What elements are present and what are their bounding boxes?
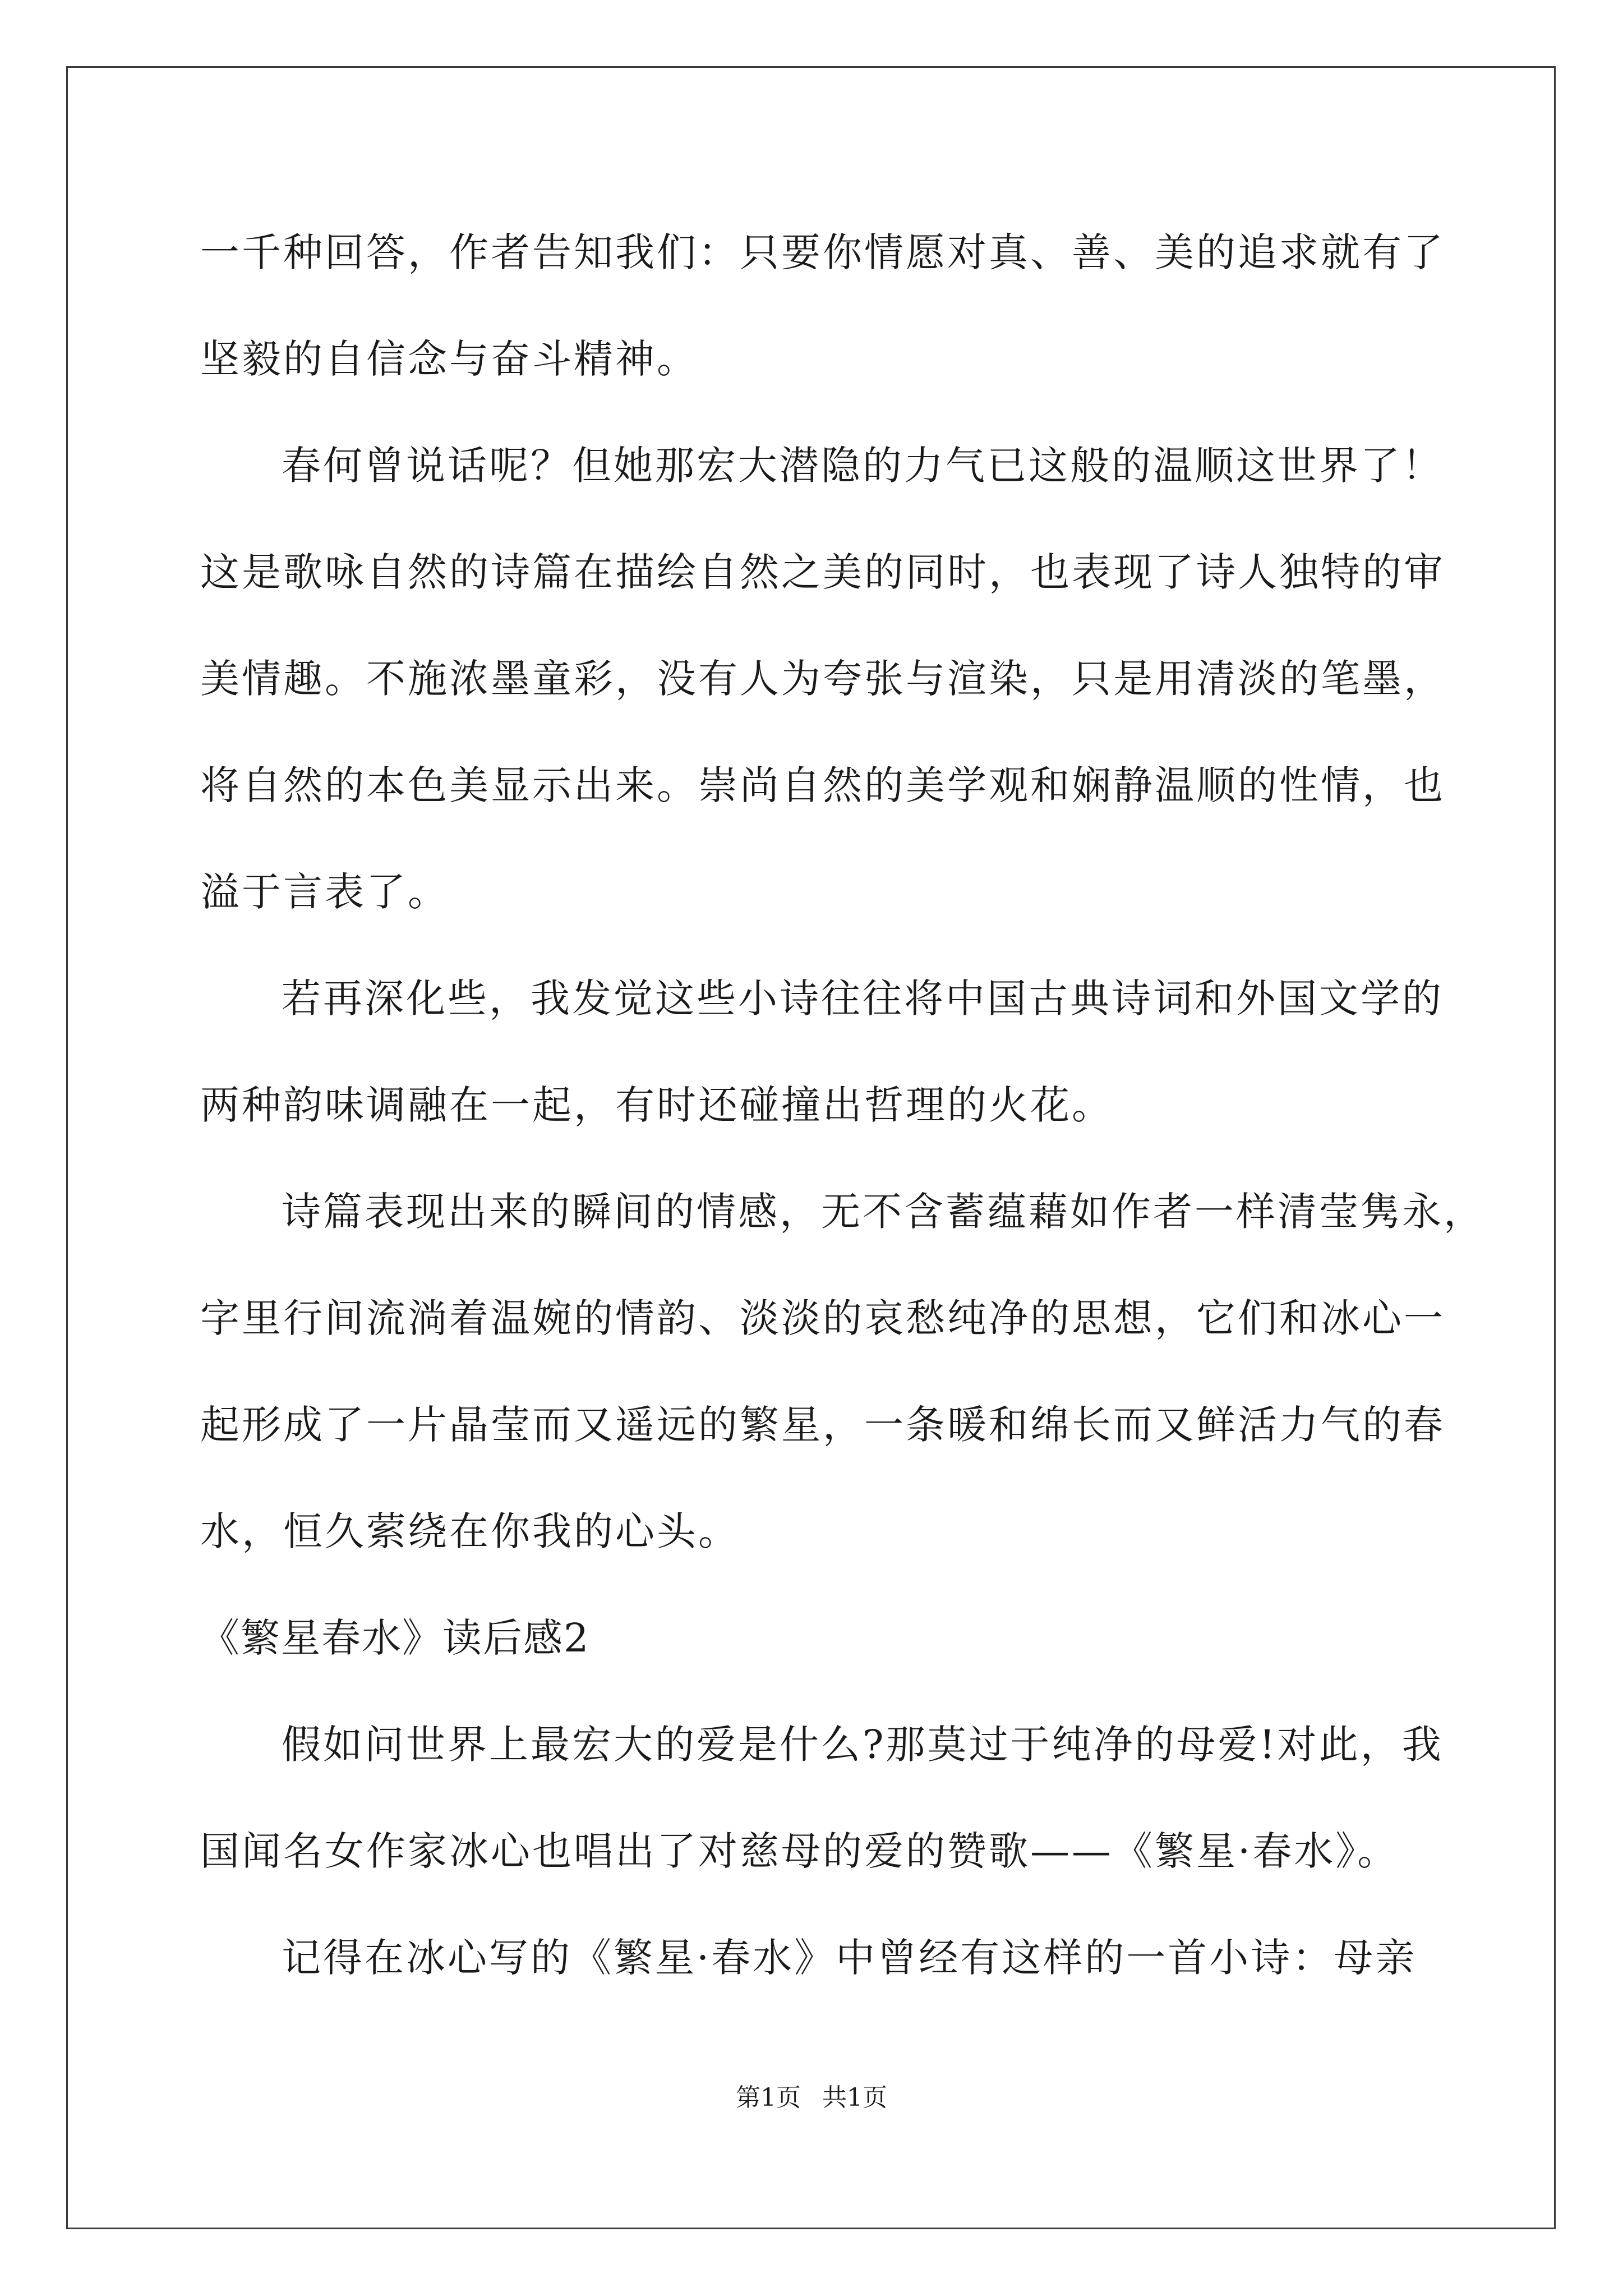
text-line: 这是歌咏自然的诗篇在描绘自然之美的同时，也表现了诗人独特的审	[200, 549, 1445, 595]
text-line: 国闻名女作家冰心也唱出了对慈母的爱的赞歌——《繁星·春水》。	[200, 1828, 1399, 1874]
text-line: 字里行间流淌着温婉的情韵、淡淡的哀愁纯净的思想，它们和冰心一	[200, 1295, 1445, 1341]
page-number: 第1页	[736, 2083, 801, 2112]
section-heading: 《繁星春水》读后感2	[200, 1615, 590, 1661]
text-line: 坚毅的自信念与奋斗精神。	[200, 336, 698, 382]
paragraph-start: 若再深化些，我发觉这些小诗往往将中国古典诗词和外国文学的	[282, 976, 1444, 1022]
text-line: 美情趣。不施浓墨童彩，没有人为夸张与渲染，只是用清淡的笔墨，	[200, 656, 1445, 702]
paragraph-start: 诗篇表现出来的瞬间的情感，无不含蓄蕴藉如作者一样清莹隽永，	[282, 1189, 1485, 1235]
text-line: 起形成了一片晶莹而又遥远的繁星，一条暖和绵长而又鲜活力气的春	[200, 1402, 1445, 1448]
text-line: 两种韵味调融在一起，有时还碰撞出哲理的火花。	[200, 1082, 1113, 1128]
page-footer	[0, 2081, 1623, 2115]
text-line: 水，恒久萦绕在你我的心头。	[200, 1508, 740, 1554]
paragraph-start: 记得在冰心写的《繁星·春水》中曾经有这样的一首小诗：母亲	[282, 1935, 1417, 1981]
page-total: 共1页	[822, 2083, 887, 2112]
text-line: 溢于言表了。	[200, 869, 449, 915]
text-line: 一千种回答，作者告知我们：只要你情愿对真、善、美的追求就有了	[200, 229, 1445, 275]
paragraph-start: 假如问世界上最宏大的爱是什么?那莫过于纯净的母爱!对此，我	[282, 1722, 1444, 1768]
page-border	[66, 66, 1556, 2229]
text-line: 将自然的本色美显示出来。崇尚自然的美学观和娴静温顺的性情，也	[200, 762, 1445, 808]
paragraph-start: 春何曾说话呢？但她那宏大潜隐的力气已这般的温顺这世界了！	[282, 443, 1444, 489]
